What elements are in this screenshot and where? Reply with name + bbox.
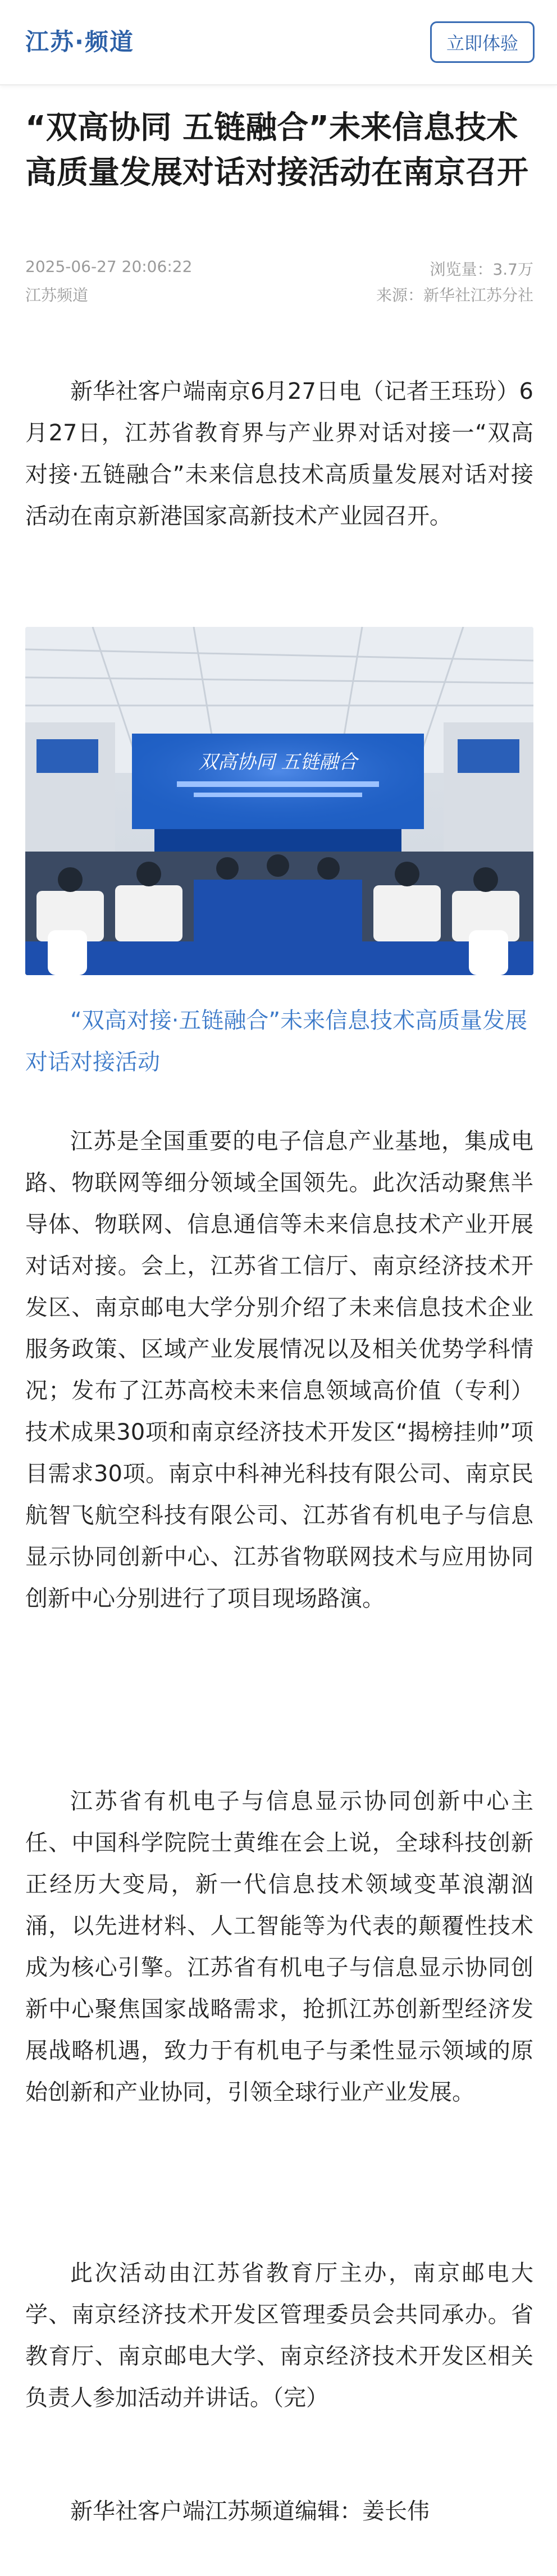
photo-caption: “双高对接·五链融合”未来信息技术高质量发展对话对接活动 xyxy=(25,1008,528,1075)
article-paragraph: 江苏省有机电子与信息显示协同创新中心主任、中国科学院院士黄维在会上说，全球科技创新正经历大变局，新一代信息技术领域变革浪潮汹涌，以先进材料、人工智能等为代表的颠覆性技术成为核心引擎。江苏省有机电子与信息显示协同创新中心聚焦国家战略需求，抢抓江苏创新型经济发展战略机遇，致力于有机电子与柔性显示领域的原始创新和产业协同，引领全球行业产业发展。 xyxy=(25,1788,533,2105)
publish-datetime: 2025-06-27 20:06:22 xyxy=(25,257,193,276)
event-photo xyxy=(25,627,533,975)
article-paragraph: 新华社客户端南京6月27日电（记者王珏玢）6月27日，江苏省教育界与产业界对话对接一“双高对接·五链融合”未来信息技术高质量发展对话对接活动在南京新港国家高新技术产业园召开。 xyxy=(25,379,533,529)
view-count: 浏览量：3.7万 xyxy=(430,260,533,279)
channel-brand[interactable]: 江苏·频道 xyxy=(25,28,134,56)
source-text: 来源：新华社江苏分社 xyxy=(376,286,533,304)
article-paragraph: 江苏是全国重要的电子信息产业基地，集成电路、物联网等细分领域全国领先。此次活动聚焦半导体、物联网、信息通信等未来信息技术产业开展对话对接。会上，江苏省工信厅、南京经济技术开发区、南京邮电大学分别介绍了未来信息技术企业服务政策、区域产业发展情况以及相关优势学科情况；发布了江苏高校未来信息领域高价值（专利）技术成果30项和南京经济技术开发区“揭榜挂帅”项目需求30项。南京中科神光科技有限公司、南京民航智飞航空科技有限公司、江苏省有机电子与信息显示协同创新中心、江苏省物联网技术与应用协同创新中心分别进行了项目现场路演。 xyxy=(25,1128,533,1612)
top-bar xyxy=(0,0,557,85)
meta-row-time xyxy=(25,257,533,280)
meta-row-source xyxy=(25,283,533,306)
editor-credit: 新华社客户端江苏频道编辑：姜长伟 xyxy=(70,2498,430,2524)
article-paragraph: 此次活动由江苏省教育厅主办，南京邮电大学、南京经济技术开发区管理委员会共同承办。省教育厅、南京邮电大学、南京经济技术开发区相关负责人参加活动并讲话。（完） xyxy=(25,2260,533,2411)
stage-banner-text: 双高协同 五链融合 xyxy=(198,751,358,773)
article-title: “双高协同 五链融合”未来信息技术高质量发展对话对接活动在南京召开 xyxy=(25,110,528,191)
channel-name[interactable]: 江苏频道 xyxy=(25,286,89,304)
try-now-button[interactable]: 立即体验 xyxy=(430,21,535,63)
